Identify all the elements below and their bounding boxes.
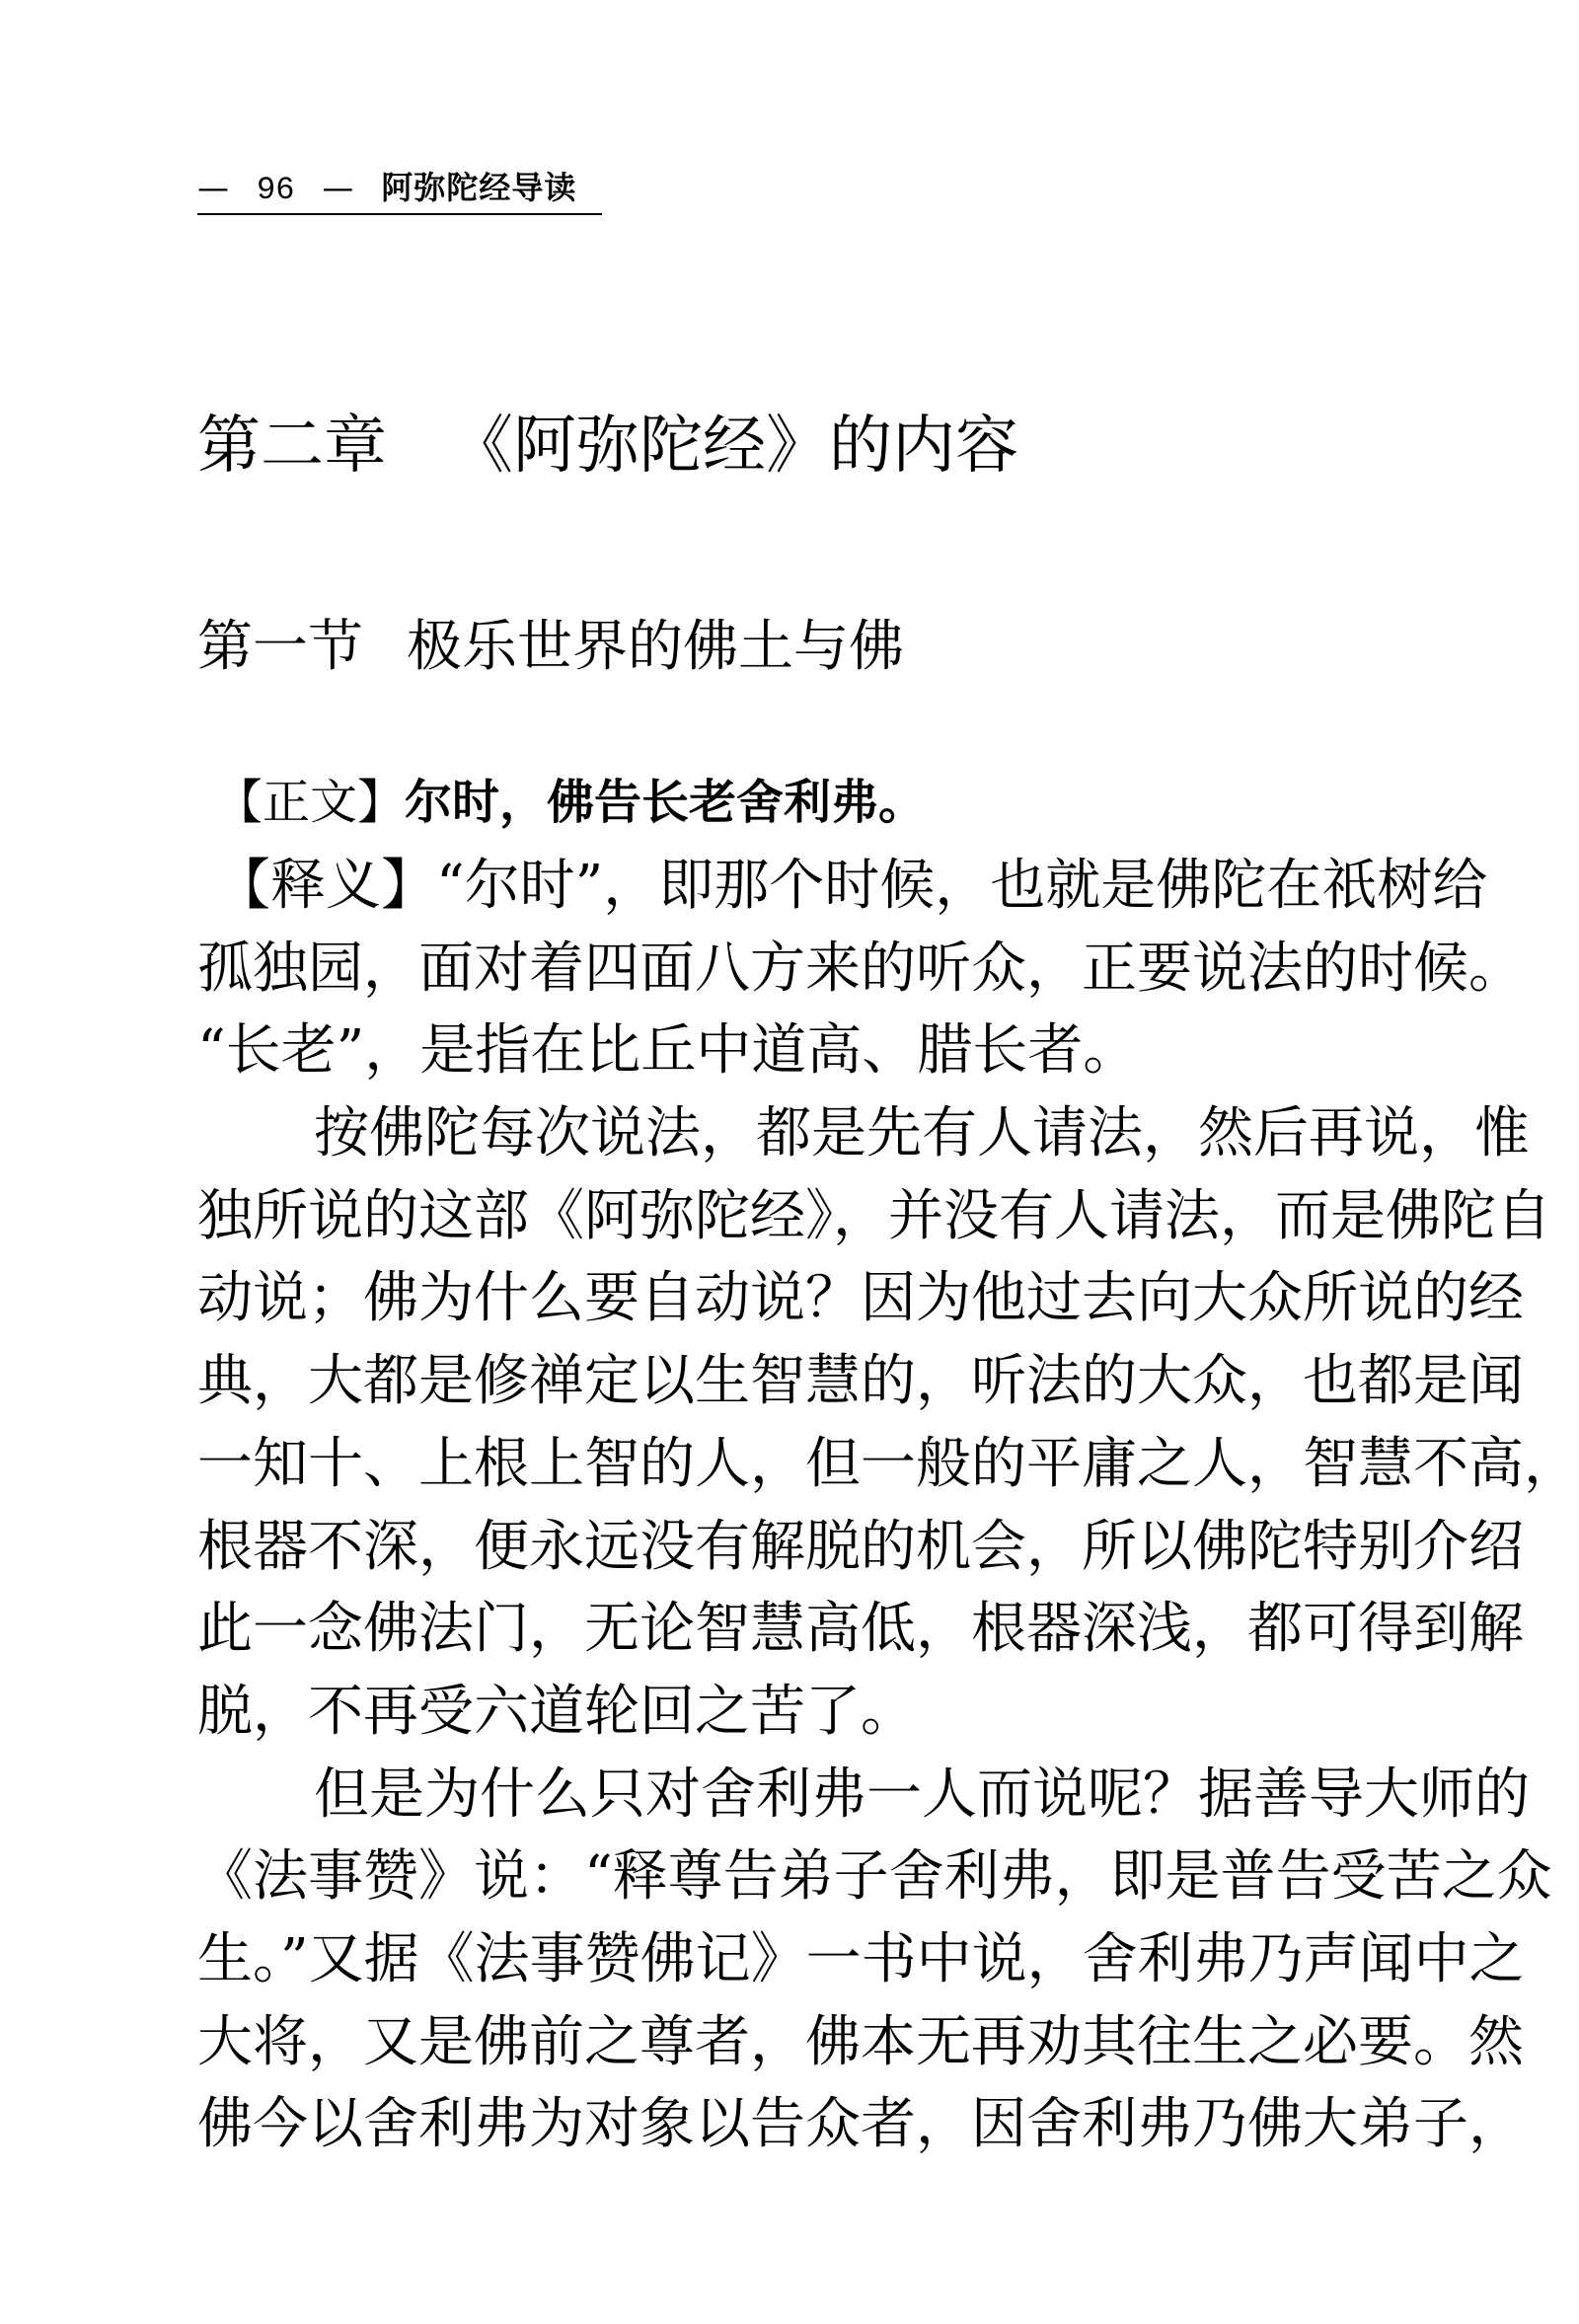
text-line: 动说；佛为什么要自动说？因为他过去向大众所说的经 (197, 1266, 1524, 1331)
commentary-body (197, 845, 1579, 2166)
text-line: 根器不深，便永远没有解脱的机会，所以佛陀特别介绍 (197, 1514, 1524, 1579)
header-dash-right: — (322, 169, 354, 206)
text-line: 但是为什么只对舍利弗一人而说呢？据善导大师的 (314, 1762, 1530, 1827)
book-title: 阿弥陀经导读 (381, 169, 577, 206)
text-line (197, 845, 1488, 928)
text-line: 典，大都是修禅定以生智慧的，听法的大众，也都是闻 (197, 1349, 1524, 1414)
section-number: 第一节 (197, 615, 363, 679)
text-line: “长老”，是指在比丘中道高、腊长者。 (197, 1018, 1139, 1084)
zhengwen-label: 【正文】 (215, 775, 406, 830)
section-title (197, 612, 904, 683)
page-number: 96 (257, 172, 295, 208)
text-line: 佛今以舍利弗为对象以告众者，因舍利弗乃佛大弟子， (197, 2092, 1524, 2157)
chapter-name: 《阿弥陀经》的内容 (450, 410, 1018, 483)
running-header (197, 166, 576, 212)
text-line: 孤独园，面对着四面八方来的听众，正要说法的时候。 (197, 936, 1524, 1001)
text-line: 《法事赞》说：“释尊告弟子舍利弗，即是普告受苦之众 (197, 1844, 1552, 1910)
text-line: 此一念佛法门，无论智慧高低，根器深浅，都可得到解 (197, 1597, 1524, 1662)
header-rule (197, 213, 602, 215)
chapter-title (197, 405, 1018, 487)
header-dash-left: — (197, 169, 229, 206)
text-line: 脱，不再受六道轮回之苦了。 (197, 1679, 916, 1744)
text-line-content: “尔时”，即那个时候，也就是佛陀在祇树给 (436, 854, 1488, 918)
text-line: 独所说的这部《阿弥陀经》，并没有人请法，而是佛陀自 (197, 1183, 1551, 1248)
scripture-text (215, 775, 926, 830)
text-line: 生。”又据《法事赞佛记》一书中说，舍利弗乃声闻中之 (197, 1926, 1525, 1991)
text-line: 大将，又是佛前之尊者，佛本无再劝其往生之必要。然 (197, 2009, 1524, 2074)
zhengwen-text: 尔时，佛告长老舍利弗。 (405, 775, 927, 830)
chapter-number: 第二章 (197, 410, 387, 483)
shiyi-label: 【释义】 (215, 854, 436, 918)
text-line: 按佛陀每次说法，都是先有人请法，然后再说，惟 (314, 1101, 1530, 1166)
section-name: 极乐世界的佛土与佛 (407, 615, 904, 679)
text-line: 一知十、上根上智的人，但一般的平庸之人，智慧不高， (197, 1431, 1579, 1496)
